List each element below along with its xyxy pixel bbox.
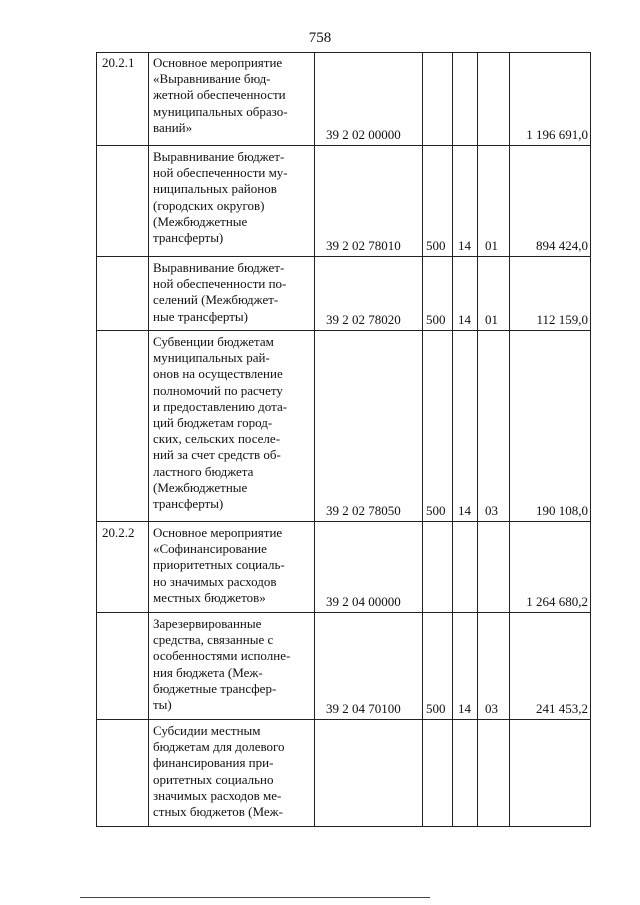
description-line: ния бюджета (Меж- (153, 664, 263, 680)
description-line: Выравнивание бюджет- (153, 260, 285, 275)
description-line: особенностями исполне- (153, 648, 291, 664)
table-border-right (590, 52, 591, 827)
description-line: но значимых расходов (153, 573, 277, 589)
description-line: трансферты) (153, 230, 224, 246)
section: 14 (458, 503, 471, 518)
row-number: 20.2.2 (102, 525, 135, 540)
subsection: 01 (485, 312, 498, 327)
amount: 894 424,0 (536, 238, 588, 253)
description-line: онов на осуществление (153, 366, 283, 382)
description-line: ций бюджетам город- (153, 415, 273, 431)
description-line: бюджетам для долевого (153, 739, 285, 755)
description-line: «Выравнивание бюд- (153, 71, 271, 87)
row-description (153, 616, 290, 713)
description-line: Основное мероприятие (153, 525, 283, 540)
row-description (153, 260, 286, 325)
target-code: 39 2 02 78020 (326, 312, 401, 327)
page-number: 758 (308, 30, 332, 46)
column-divider (452, 52, 453, 827)
expense-type: 500 (426, 701, 446, 716)
description-line: ских, сельских поселе- (153, 431, 281, 447)
description-line: трансферты) (153, 496, 224, 512)
row-description (153, 334, 287, 512)
amount: 1 264 680,2 (526, 594, 588, 609)
expense-type: 500 (426, 238, 446, 253)
description-line: Субвенции бюджетам (153, 334, 274, 349)
column-divider (148, 52, 149, 827)
description-line: Зарезервированные (153, 616, 262, 631)
description-line: Основное мероприятие (153, 55, 283, 70)
amount: 112 159,0 (536, 312, 588, 327)
description-line: муниципальных рай- (153, 350, 270, 366)
expense-type: 500 (426, 312, 446, 327)
target-code: 39 2 04 00000 (326, 594, 401, 609)
row-number: 20.2.1 (102, 55, 135, 70)
section: 14 (458, 312, 471, 327)
description-line: полномочий по расчету (153, 382, 283, 398)
description-line: (городских округов) (153, 197, 265, 213)
target-code: 39 2 02 78050 (326, 503, 401, 518)
description-line: ной обеспеченности му- (153, 165, 288, 181)
description-line: и предоставлению дота- (153, 398, 288, 414)
description-line: ваний» (153, 119, 193, 135)
description-line: ные трансферты) (153, 308, 248, 324)
description-line: муниципальных образо- (153, 103, 288, 119)
column-divider (314, 52, 315, 827)
table-border-left (96, 52, 97, 827)
row-divider (96, 330, 591, 331)
target-code: 39 2 02 78010 (326, 238, 401, 253)
row-divider (96, 612, 591, 613)
description-line: средства, связанные с (153, 632, 274, 648)
description-line: ты) (153, 697, 172, 713)
subsection: 03 (485, 701, 498, 716)
row-divider (96, 521, 591, 522)
section: 14 (458, 238, 471, 253)
subsection: 01 (485, 238, 498, 253)
description-line: оритетных социально (153, 771, 274, 787)
row-description (153, 723, 285, 820)
description-line: значимых расходов ме- (153, 787, 282, 803)
row-divider (96, 256, 591, 257)
description-line: ластного бюджета (153, 463, 254, 479)
column-divider (509, 52, 510, 827)
target-code: 39 2 02 00000 (326, 127, 401, 142)
description-line: Субсидии местным (153, 723, 261, 738)
target-code: 39 2 04 70100 (326, 701, 401, 716)
description-line: ниципальных районов (153, 181, 277, 197)
description-line: приоритетных социаль- (153, 557, 285, 573)
row-divider (96, 52, 591, 53)
description-line: (Межбюджетные (153, 479, 248, 495)
description-line: «Софинансирование (153, 541, 267, 557)
description-line: (Межбюджетные (153, 213, 248, 229)
column-divider (477, 52, 478, 827)
description-line: финансирования при- (153, 755, 274, 771)
amount: 1 196 691,0 (526, 127, 588, 142)
description-line: местных бюджетов» (153, 589, 266, 605)
row-description (153, 525, 285, 606)
description-line: ной обеспеченности по- (153, 276, 287, 292)
description-line: бюджетные трансфер- (153, 680, 277, 696)
footer-rule (80, 897, 430, 898)
description-line: Выравнивание бюджет- (153, 149, 285, 164)
description-line: селений (Межбюджет- (153, 292, 279, 308)
row-divider (96, 826, 591, 827)
description-line: ний за счет средств об- (153, 447, 281, 463)
row-description (153, 149, 288, 246)
budget-table (96, 52, 591, 827)
subsection: 03 (485, 503, 498, 518)
row-divider (96, 145, 591, 146)
column-divider (422, 52, 423, 827)
expense-type: 500 (426, 503, 446, 518)
row-description (153, 55, 288, 136)
amount: 241 453,2 (536, 701, 588, 716)
row-divider (96, 719, 591, 720)
description-line: жетной обеспеченности (153, 87, 286, 103)
section: 14 (458, 701, 471, 716)
description-line: стных бюджетов (Меж- (153, 804, 283, 820)
amount: 190 108,0 (536, 503, 588, 518)
